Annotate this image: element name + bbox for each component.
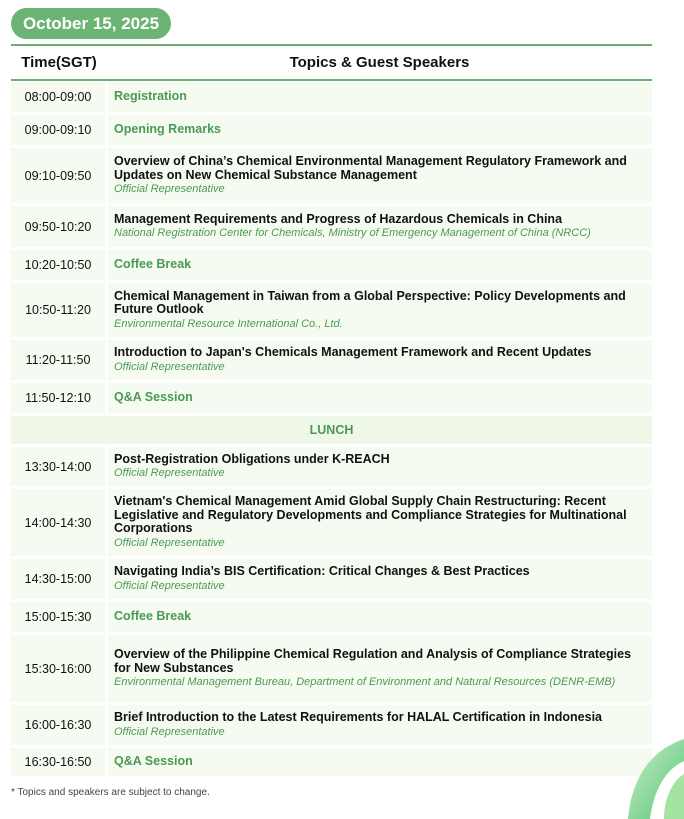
table-row — [11, 447, 652, 486]
topic-title: Coffee Break — [114, 257, 192, 272]
speaker: Environmental Management Bureau, Department of Environment and Natural Resources (DENR-EMB) — [114, 676, 616, 688]
topic-title: Management Requirements and Progress of Hazardous Chemicals in China — [114, 211, 563, 226]
date-badge: October 15, 2025 — [11, 8, 171, 39]
topic-cell — [108, 635, 652, 702]
time-cell: 16:00-16:30 — [11, 705, 105, 745]
time-cell: 13:30-14:00 — [11, 447, 105, 486]
topic-title: Post-Registration Obligations under K-REACH — [114, 451, 390, 466]
topic-cell — [108, 602, 652, 632]
table-row — [11, 82, 652, 112]
topic-cell — [108, 748, 652, 776]
topic-title: Chemical Management in Taiwan from a Global Perspective: Policy Developments and Future Outlook — [114, 288, 626, 316]
topic-cell — [108, 283, 652, 337]
table-row — [11, 489, 652, 556]
topic-title: Introduction to Japan's Chemicals Management Framework and Recent Updates — [114, 345, 592, 360]
topic-title: Coffee Break — [114, 609, 192, 624]
topics-column-header: Topics & Guest Speakers — [289, 54, 470, 71]
topic-cell — [108, 447, 652, 486]
table-row — [11, 383, 652, 413]
speaker: Environmental Resource International Co., Ltd. — [114, 317, 343, 330]
time-cell: 14:30-15:00 — [11, 559, 105, 599]
topic-cell — [108, 383, 652, 413]
topic-cell — [108, 705, 652, 745]
table-row — [11, 635, 652, 702]
topic-cell — [108, 115, 652, 145]
speaker: Official Representative — [114, 183, 225, 195]
time-cell: 14:00-14:30 — [11, 489, 105, 556]
topic-title: Vietnam's Chemical Management Amid Global Supply Chain Restructuring: Recent Legislative and Regulatory Developments and Compliance Strategies for Multinational Corporations — [114, 494, 627, 536]
topic-cell — [108, 489, 652, 556]
speaker: Official Representative — [114, 536, 225, 549]
topic-cell — [108, 148, 652, 203]
topic-title: Overview of China’s Chemical Environmental Management Regulatory Framework and Updates on New Chemical Substance Management — [114, 154, 627, 182]
decorative-swoosh — [614, 729, 684, 819]
table-row — [11, 250, 652, 280]
time-cell: 15:00-15:30 — [11, 602, 105, 632]
topic-title: Opening Remarks — [114, 122, 221, 137]
lunch-row: LUNCH — [11, 416, 652, 444]
table-row — [11, 115, 652, 145]
time-cell: 10:50-11:20 — [11, 283, 105, 337]
topic-title: Q&A Session — [114, 754, 193, 769]
speaker: Official Representative — [114, 467, 225, 480]
time-cell: 09:10-09:50 — [11, 148, 105, 203]
speaker: Official Representative — [114, 360, 225, 373]
topic-title: Q&A Session — [114, 390, 193, 405]
time-cell: 08:00-09:00 — [11, 82, 105, 112]
topic-title: Overview of the Philippine Chemical Regulation and Analysis of Compliance Strategies for New Substances — [114, 647, 632, 675]
time-cell: 10:20-10:50 — [11, 250, 105, 280]
topic-cell — [108, 82, 652, 112]
table-row — [11, 748, 652, 776]
table-row — [11, 206, 652, 247]
time-cell: 11:50-12:10 — [11, 383, 105, 413]
time-cell: 09:50-10:20 — [11, 206, 105, 247]
topic-title: Brief Introduction to the Latest Requirements for HALAL Certification in Indonesia — [114, 710, 602, 725]
table-row — [11, 602, 652, 632]
time-column-header: Time(SGT) — [21, 54, 97, 71]
topic-cell — [108, 250, 652, 280]
topic-title: Navigating India’s BIS Certification: Critical Changes & Best Practices — [114, 564, 530, 579]
time-cell: 11:20-11:50 — [11, 340, 105, 380]
table-header — [11, 46, 652, 79]
table-row — [11, 705, 652, 745]
speaker: National Registration Center for Chemicals, Ministry of Emergency Management of China (NRCC) — [114, 227, 591, 240]
topic-cell — [108, 340, 652, 380]
speaker: Official Representative — [114, 725, 225, 738]
topic-title: Registration — [114, 89, 187, 104]
table-row — [11, 283, 652, 337]
time-cell: 09:00-09:10 — [11, 115, 105, 145]
table-row — [11, 340, 652, 380]
table-row — [11, 148, 652, 203]
time-cell: 16:30-16:50 — [11, 748, 105, 776]
agenda-table — [11, 82, 652, 779]
header-divider — [11, 79, 652, 81]
footnote: * Topics and speakers are subject to change. — [11, 787, 210, 798]
time-cell: 15:30-16:00 — [11, 635, 105, 702]
topic-cell — [108, 206, 652, 247]
topic-cell — [108, 559, 652, 599]
speaker: Official Representative — [114, 579, 225, 592]
table-row — [11, 559, 652, 599]
